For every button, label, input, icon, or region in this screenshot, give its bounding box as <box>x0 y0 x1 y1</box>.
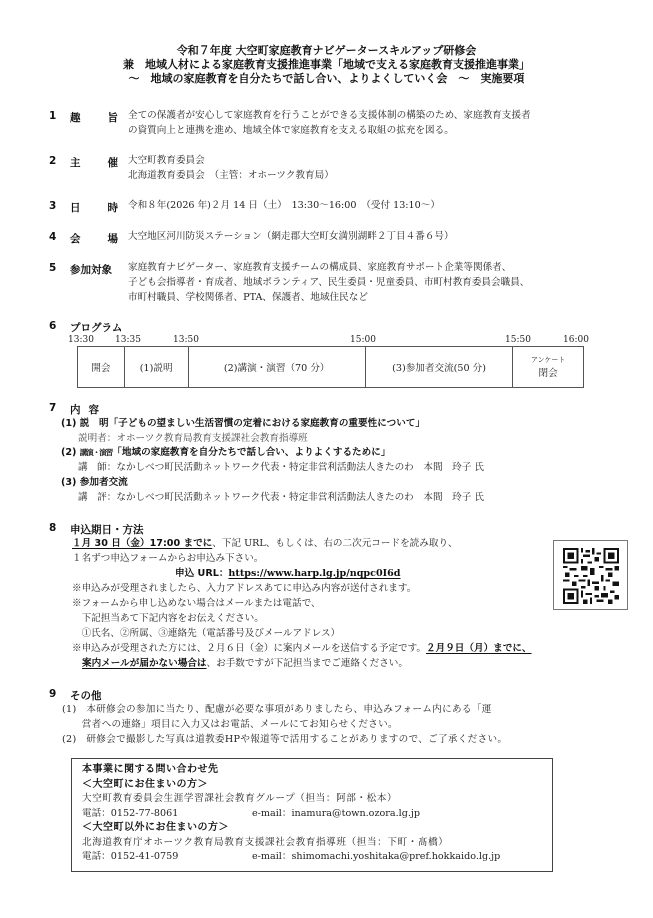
cell-label: (2)講演・演習（70 分） <box>223 363 330 374</box>
time-mark: 13:50 <box>173 335 199 345</box>
contact-heading: 本事業に関する問い合わせ先 <box>82 764 219 775</box>
item-prefix: (3) <box>61 477 77 488</box>
time-mark: 15:50 <box>505 335 531 345</box>
text-line: 北海道教育委員会 （主管：オホーツク教育局） <box>128 170 334 181</box>
section-number: 9 <box>49 688 57 700</box>
item-kind: 参加者交流 <box>79 477 128 488</box>
section-label: 申込期日・方法 <box>70 524 144 536</box>
section-label <box>70 110 118 125</box>
contact-phone: 電話：0152-77-8061 <box>82 807 179 819</box>
other-item: (1) 本研修会の参加に当たり、配慮が必要な事項がありましたら、申込みフォーム内にある「運 <box>62 704 492 715</box>
text-line: 大空地区河川防災ステーション（網走郡大空町女満別湖畔２丁目４番６号） <box>128 231 454 242</box>
label-char: 内 <box>70 404 81 416</box>
section-number: 2 <box>49 155 57 167</box>
note-line: ※申込みが受理されましたら、入力アドレスあてに申込み内容が送付されます。 <box>72 583 417 594</box>
other-item: (2) 研修会で撮影した写真は道教委HPや報道等で活用することがありますので、ご了承ください。 <box>62 734 508 745</box>
section-body <box>128 260 529 305</box>
contact-org: 北海道教育庁オホーツク教育局教育支援課社会教育指導班（担当：下町・髙橋） <box>82 836 449 848</box>
section-label <box>70 231 118 246</box>
section-number: 7 <box>49 402 57 414</box>
item-prefix: (1) <box>61 418 77 429</box>
section-body <box>128 229 454 244</box>
qr-code-icon[interactable] <box>553 540 628 610</box>
content-heading <box>61 416 425 431</box>
contact-row <box>82 807 552 822</box>
label-char: 主 <box>70 157 81 169</box>
text-line: 家庭教育ナビゲーター、家庭教育支援チームの構成員、家庭教育サポート企業等関係者、 <box>128 262 512 273</box>
content-item-2 <box>61 445 484 475</box>
cell-label: (1)説明 <box>139 363 173 374</box>
note-emphasis: 案内メールが届かない場合は <box>82 658 207 669</box>
content-heading <box>61 475 484 490</box>
program-cell-exchange <box>366 347 513 387</box>
text-line: 令和８年(2026 年)２月 14 日（土） 13:30～16:00 （受付 13:10～） <box>128 200 440 211</box>
cell-label: (3)参加者交流(50 分) <box>392 363 487 374</box>
label-char: 時 <box>107 202 118 214</box>
item-title: 「子どもの望ましい生活習慣の定着における家庭教育の重要性について」 <box>108 418 425 429</box>
time-mark: 13:30 <box>68 335 94 345</box>
contact-group-heading: ＜大空町以外にお住まいの方＞ <box>82 822 229 833</box>
text-line: 、下記 URL、もしくは、右の二次元コードを読み取り、 <box>212 538 458 549</box>
note-line: 、お手数ですが下記担当までご連絡ください。 <box>206 658 408 669</box>
note-line: 下記担当あて下記内容をお伝えください。 <box>72 613 264 624</box>
url-label: 申込 URL： <box>175 568 229 579</box>
text-line: 大空町教育委員会 <box>128 155 205 166</box>
item-person: 講 評：なかしべつ町民活動ネットワーク代表・特定非営利活動法人きたのわ 本間 玲子 氏 <box>78 492 484 503</box>
label-char: 趣 <box>70 112 81 124</box>
time-mark: 16:00 <box>563 335 589 345</box>
contact-group-heading: ＜大空町にお住まいの方＞ <box>82 778 208 790</box>
section-body <box>128 108 531 138</box>
content-item-1 <box>61 416 425 446</box>
label-char: 会 <box>70 233 81 245</box>
section-label <box>70 200 118 215</box>
content-heading <box>61 445 484 460</box>
contact-email-link[interactable]: e-mail：shimomachi.yoshitaka@pref.hokkaido.lg.jp <box>252 851 501 862</box>
note-line: ①氏名、②所属、③連絡先（電話番号及びメールアドレス） <box>72 628 341 639</box>
item-title: 「地域の家庭教育を自分たちで話し合い、よりよくするために」 <box>112 447 391 458</box>
note-line: ※申込みが受理された方には、２月６日（金）に案内メールを送信する予定です。 <box>72 643 427 654</box>
cell-sublabel: アンケート <box>530 356 566 364</box>
cell-label: 閉会 <box>538 368 558 379</box>
time-mark: 15:00 <box>350 335 376 345</box>
program-cell-closing <box>513 347 583 387</box>
label-char: 旨 <box>107 112 118 124</box>
title-line-2: 兼 地域人材による家庭教育支援推進事業「地域で支える家庭教育支援推進事業」 <box>123 58 530 71</box>
text-line: 子ども会指導者・育成者、地域ボランティア、民生委員・児童委員、市町村教育委員会職員、 <box>128 277 530 288</box>
item-kind: 説 明 <box>79 418 109 429</box>
section-body <box>128 153 334 183</box>
qr-code-graphic <box>563 548 619 604</box>
section-label: その他 <box>70 690 102 702</box>
content-item-3 <box>61 475 484 505</box>
section-label <box>70 155 118 170</box>
title-line-1: 令和７年度 大空町家庭教育ナビゲータースキルアップ研修会 <box>176 44 477 57</box>
section-label: 参加対象 <box>70 264 112 276</box>
program-cell-lecture <box>189 347 366 387</box>
label-char: 催 <box>107 157 118 169</box>
cell-label: 開会 <box>91 363 111 374</box>
section-number: 5 <box>49 262 57 274</box>
contact-phone: 電話：0152-41-0759 <box>82 851 179 862</box>
application-body <box>72 536 532 671</box>
program-cell-opening <box>78 347 125 387</box>
item-person: 講 師：なかしべつ町民活動ネットワーク代表・特定非営利活動法人きたのわ 本間 玲子 氏 <box>78 462 484 473</box>
label-char: 容 <box>88 404 99 416</box>
label-char: 日 <box>70 202 81 214</box>
item-kind: 講演・演習 <box>79 448 113 457</box>
section-number: 6 <box>49 320 57 332</box>
title-line-3: ～ 地域の家庭教育を自分たちで話し合い、よりよくしていく会 ～ 実施要項 <box>128 72 525 85</box>
section-body <box>128 198 440 213</box>
contact-box <box>71 758 553 872</box>
section-label <box>70 402 99 417</box>
contact-row <box>82 850 552 865</box>
program-table <box>77 346 584 388</box>
application-deadline: １月 30 日（金）17:00 までに <box>72 538 213 549</box>
other-item: 営者への連絡」項目に入力又はお電話、メールにてお知らせください。 <box>62 719 398 730</box>
text-line: の資質向上と連携を進め、地域全体で家庭教育を支える取組の拡充を図る。 <box>128 125 454 136</box>
section-number: 1 <box>49 110 57 122</box>
section-number: 4 <box>49 231 57 243</box>
item-prefix: (2) <box>61 447 77 458</box>
note-line: ※フォームから申し込めない場合はメールまたは電話で、 <box>72 598 321 609</box>
item-person: 説明者：オホーツク教育局教育支援課社会教育指導班 <box>78 433 308 444</box>
section-number: 8 <box>49 522 57 534</box>
other-body <box>62 702 507 747</box>
text-line: 市町村職員、学校関係者、PTA、保護者、地域住民など <box>128 292 368 303</box>
text-line: １名ずつ申込フォームからお申込み下さい。 <box>72 553 264 564</box>
program-cell-explanation <box>125 347 189 387</box>
section-number: 3 <box>49 200 57 212</box>
section-label: プログラム <box>70 322 123 334</box>
label-char: 場 <box>107 233 118 245</box>
contact-email-link[interactable]: e-mail：inamura@town.ozora.lg.jp <box>252 807 421 819</box>
time-mark: 13:35 <box>115 335 141 345</box>
application-url-link[interactable]: https://www.harp.lg.jp/nqpc0I6d <box>228 568 401 579</box>
note-emphasis: ２月９日（月）までに、 <box>426 643 532 654</box>
text-line: 全ての保護者が安心して家庭教育を行うことができる支援体制の構築のため、家庭教育支援者 <box>128 110 531 121</box>
contact-org: 大空町教育委員会生涯学習課社会教育グループ（担当：阿部・松本） <box>82 793 398 804</box>
